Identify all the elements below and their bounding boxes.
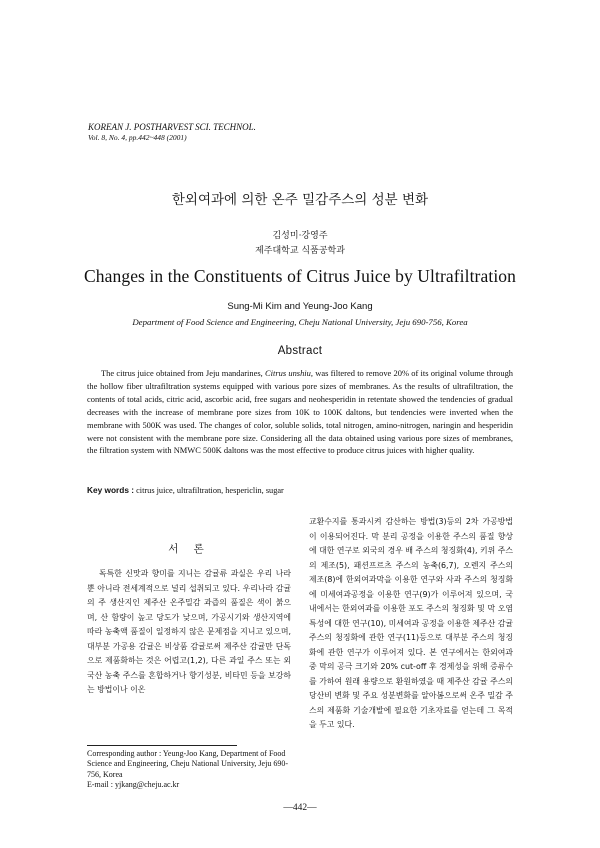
korean-affiliation: 제주대학교 식품공학과 (255, 246, 345, 256)
korean-authors: 김성미·강영주 (272, 231, 328, 241)
abstract-text-start: The citrus juice obtained from Jeju mandarines, (101, 368, 263, 378)
journal-header (88, 121, 256, 143)
intro-text-left: 독특한 신맛과 향미를 지니는 감귤류 과실은 우리 나라뿐 아니라 전세계적으로 널리 섭취되고 있다. 우리나라 감귤의 주 생산지인 제주산 온주밀감 과즙의 품질은 색이 붉으며, 산 함량이 높고 당도가 낮으며, 가공시기와 생산지역에 따라 농축액 품질이 일정하지 않은 문제점을 지니고 있으며, 대부분 가공용 감귤은 비상품 감귤로써 제주산 감귤만 단독으로 제품화하는 것은 어렵고(1,2), 다른 과일 주스 또는 외국산 농축 주스를 혼합하거나 향기성분, 비타민 등을 보강하는 방법이나 이온 (87, 569, 291, 694)
english-affiliation: Department of Food Science and Engineering, Cheju National University, Jeju 690-756, Korea (132, 317, 468, 327)
abstract-text-rest: , was filtered to remove 20% of its original volume through the hollow fiber ultrafiltration systems equipped with various pore sizes of membranes. As the results of ultrafiltration, the contents of total acids, citric acid, ascorbic acid, free sugars and neohesperidin in retentate showed the tendencies of gradual decreases with the increase of membrane pore sizes from 10K to 100K daltons, but tendencies were inverted when the membrane with 500K was used. The changes of color, soluble solids, total nitrogen, amino-nitrogen, naringin and hesperidin were not consistent with the membrane pore size. Considering all the data obtained using various pore sizes of membranes, the filtration system with NMWC 500K daltons was the most effective to produce citrus juices with higher quality. (87, 368, 514, 456)
journal-name: KOREAN J. POSTHARVEST SCI. TECHNOL. (88, 122, 256, 132)
section-title: 서 론 (168, 543, 210, 555)
footnote (87, 749, 297, 790)
corresponding-author: Corresponding author : Yeung-Joo Kang, Department of Food Science and Engineering, Cheju National University, Jeju 690-756, Korea (87, 749, 288, 779)
keywords-label: Key words : (87, 485, 135, 495)
english-authors: Sung-Mi Kim and Yeung-Joo Kang (227, 301, 373, 312)
intro-text-right: 교환수지를 통과시켜 감산하는 방법(3)등의 2차 가공방법이 이용되어진다. 막 분리 공정을 이용한 주스의 품질 향상에 대한 연구로 외국의 경우 배 주스의 청징화(4), 키위 주스의 제조(5), 패션프르츠 주스의 농축(6,7), 오렌지 주스의 제조(8)에 한외여과막을 이용한 연구와 사과 주스의 청징화에 미세여과공정을 이용한 연구(9)가 이루어져 있으며, 국내에서는 한외여과를 이용한 포도 주스의 청징화 및 막 오염 특성에 대한 연구(10), 미세여과 공정을 이용한 제주산 감귤 주스의 청징화에 관한 연구(11)등으로 대부분 주스의 청징화에 관한 연구가 이루어져 있다. 본 연구에서는 한외여과 중 막의 공극 크기와 20% cut-off 후 경제성을 위해 증류수를 가하여 원래 용량으로 환원하였을 때 제주산 감귤 주스의 당산비 변화 및 주요 성분변화를 알아봄으로써 온주 밀감 주스의 제품화 기술개발에 필요한 기초자료를 얻는데 그 목적을 두고 있다. (309, 517, 513, 729)
keywords (87, 485, 284, 495)
footnote-divider (87, 745, 237, 746)
abstract-species: Citrus unshiu (265, 368, 311, 378)
keywords-text: citrus juice, ultrafiltration, hespericlin, sugar (136, 486, 284, 495)
journal-volume: Vol. 8, No. 4, pp.442~448 (2001) (88, 133, 187, 142)
abstract-heading: Abstract (277, 345, 323, 357)
korean-title: 한외여과에 의한 온주 밀감주스의 성분 변화 (171, 192, 429, 208)
abstract-text (87, 367, 513, 457)
english-title: Changes in the Constituents of Citrus Juice by Ultrafiltration (84, 266, 516, 286)
left-column (87, 541, 291, 698)
author-email: E-mail : yjkang@cheju.ac.kr (87, 779, 180, 789)
right-column (309, 515, 513, 733)
page-number: —442— (283, 803, 317, 813)
